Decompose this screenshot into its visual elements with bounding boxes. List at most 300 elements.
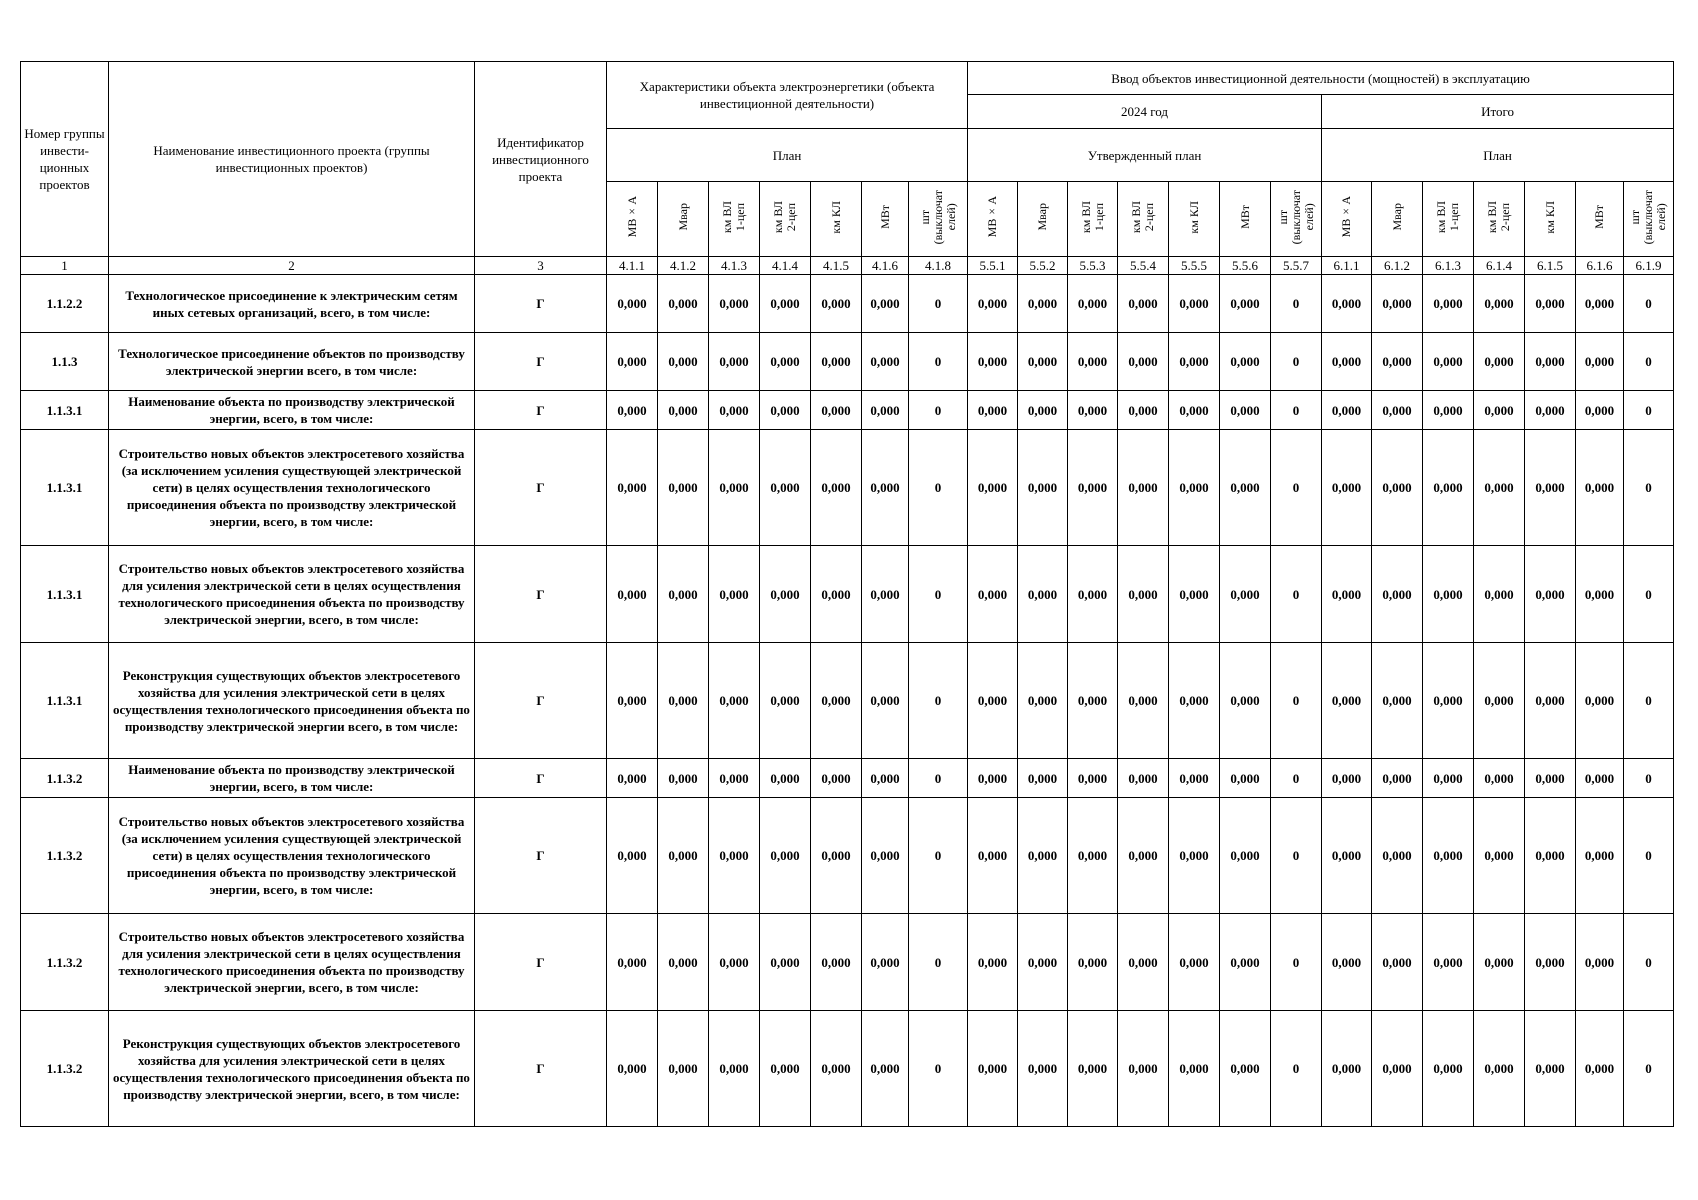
row-value: 0 bbox=[909, 643, 968, 759]
unit-label: МВт bbox=[877, 205, 892, 229]
column-numbers-row bbox=[21, 257, 1674, 275]
row-value: 0,000 bbox=[968, 333, 1018, 391]
row-value: 0,000 bbox=[1474, 759, 1525, 798]
row-value: 0,000 bbox=[1068, 759, 1118, 798]
header-approved-plan: Утвержденный план bbox=[968, 129, 1322, 182]
row-value: 0,000 bbox=[1068, 1011, 1118, 1127]
row-project-name: Строительство новых объектов электросетевого хозяйства для усиления электрической сети в целях осуществления технологического присоединения объекта по производству электрической энергии, всего, в том числе: bbox=[109, 546, 475, 643]
unit-label: МВ×А bbox=[1339, 196, 1354, 238]
row-value: 0,000 bbox=[862, 391, 909, 430]
row-value: 0 bbox=[1624, 546, 1674, 643]
row-value: 0,000 bbox=[862, 333, 909, 391]
row-value: 0,000 bbox=[607, 1011, 658, 1127]
table-row bbox=[21, 798, 1674, 914]
row-value: 0,000 bbox=[1169, 391, 1220, 430]
row-value: 0,000 bbox=[862, 430, 909, 546]
row-value: 0,000 bbox=[1118, 759, 1169, 798]
row-value: 0,000 bbox=[1525, 275, 1576, 333]
row-value: 0,000 bbox=[1018, 391, 1068, 430]
row-value: 0,000 bbox=[1068, 275, 1118, 333]
row-value: 0,000 bbox=[1372, 275, 1423, 333]
unit-header bbox=[862, 182, 909, 257]
unit-label: шт (выключат елей) bbox=[1275, 189, 1316, 245]
column-number: 4.1.3 bbox=[709, 257, 760, 275]
row-value: 0,000 bbox=[1576, 798, 1624, 914]
row-value: 0,000 bbox=[1474, 333, 1525, 391]
row-value: 0,000 bbox=[658, 275, 709, 333]
unit-label: км ВЛ 1-цеп bbox=[1434, 200, 1462, 234]
row-project-id: Г bbox=[475, 275, 607, 333]
row-value: 0,000 bbox=[968, 798, 1018, 914]
row-value: 0,000 bbox=[1474, 546, 1525, 643]
unit-header bbox=[1576, 182, 1624, 257]
column-number: 6.1.2 bbox=[1372, 257, 1423, 275]
row-value: 0,000 bbox=[1322, 275, 1372, 333]
row-value: 0,000 bbox=[709, 1011, 760, 1127]
row-value: 0 bbox=[909, 914, 968, 1011]
row-value: 0,000 bbox=[968, 759, 1018, 798]
row-group-number: 1.1.3.1 bbox=[21, 430, 109, 546]
row-value: 0,000 bbox=[1018, 275, 1068, 333]
unit-label: Мвар bbox=[1389, 203, 1404, 231]
row-value: 0,000 bbox=[1576, 643, 1624, 759]
row-value: 0,000 bbox=[811, 914, 862, 1011]
column-number: 3 bbox=[475, 257, 607, 275]
unit-label: МВт bbox=[1592, 205, 1607, 229]
row-value: 0,000 bbox=[1576, 759, 1624, 798]
row-value: 0,000 bbox=[1576, 391, 1624, 430]
row-value: 0,000 bbox=[760, 914, 811, 1011]
row-value: 0,000 bbox=[709, 759, 760, 798]
row-group-number: 1.1.3.2 bbox=[21, 759, 109, 798]
row-value: 0,000 bbox=[1220, 1011, 1271, 1127]
column-number: 1 bbox=[21, 257, 109, 275]
row-value: 0,000 bbox=[1169, 430, 1220, 546]
row-project-id: Г bbox=[475, 759, 607, 798]
table-row bbox=[21, 914, 1674, 1011]
row-value: 0 bbox=[1271, 391, 1322, 430]
row-value: 0,000 bbox=[709, 643, 760, 759]
row-value: 0,000 bbox=[1220, 643, 1271, 759]
row-value: 0,000 bbox=[1423, 275, 1474, 333]
row-value: 0,000 bbox=[1220, 759, 1271, 798]
row-value: 0,000 bbox=[760, 546, 811, 643]
row-value: 0,000 bbox=[1525, 759, 1576, 798]
table-row bbox=[21, 333, 1674, 391]
row-project-id: Г bbox=[475, 643, 607, 759]
column-number: 4.1.1 bbox=[607, 257, 658, 275]
column-number: 4.1.5 bbox=[811, 257, 862, 275]
row-value: 0,000 bbox=[862, 546, 909, 643]
row-value: 0,000 bbox=[1322, 546, 1372, 643]
row-value: 0,000 bbox=[1576, 275, 1624, 333]
row-value: 0,000 bbox=[1322, 643, 1372, 759]
row-value: 0,000 bbox=[968, 914, 1018, 1011]
row-value: 0,000 bbox=[862, 759, 909, 798]
row-value: 0,000 bbox=[1423, 546, 1474, 643]
row-value: 0 bbox=[1271, 430, 1322, 546]
row-project-id: Г bbox=[475, 914, 607, 1011]
column-number: 4.1.6 bbox=[862, 257, 909, 275]
row-project-id: Г bbox=[475, 798, 607, 914]
row-value: 0,000 bbox=[968, 275, 1018, 333]
unit-header bbox=[909, 182, 968, 257]
column-number: 5.5.4 bbox=[1118, 257, 1169, 275]
row-value: 0,000 bbox=[1372, 1011, 1423, 1127]
row-value: 0,000 bbox=[862, 1011, 909, 1127]
header-plan: План bbox=[607, 129, 968, 182]
row-value: 0,000 bbox=[968, 1011, 1018, 1127]
row-value: 0,000 bbox=[1525, 798, 1576, 914]
column-number: 5.5.1 bbox=[968, 257, 1018, 275]
row-value: 0,000 bbox=[1576, 1011, 1624, 1127]
row-value: 0,000 bbox=[1322, 914, 1372, 1011]
table-row bbox=[21, 546, 1674, 643]
unit-label: км ВЛ 1-цеп bbox=[720, 200, 747, 234]
column-number: 4.1.4 bbox=[760, 257, 811, 275]
row-value: 0,000 bbox=[1220, 275, 1271, 333]
row-value: 0,000 bbox=[1525, 546, 1576, 643]
row-group-number: 1.1.3.1 bbox=[21, 546, 109, 643]
row-value: 0,000 bbox=[1068, 430, 1118, 546]
table-row bbox=[21, 1011, 1674, 1127]
row-value: 0 bbox=[1624, 759, 1674, 798]
row-value: 0,000 bbox=[1220, 546, 1271, 643]
row-value: 0,000 bbox=[968, 391, 1018, 430]
row-project-id: Г bbox=[475, 333, 607, 391]
header-project-name: Наименование инвестиционного проекта (группы инвестиционных проектов) bbox=[109, 62, 475, 257]
row-value: 0,000 bbox=[1068, 391, 1118, 430]
row-value: 0,000 bbox=[1423, 1011, 1474, 1127]
unit-header bbox=[811, 182, 862, 257]
row-group-number: 1.1.3.1 bbox=[21, 391, 109, 430]
header-commissioning: Ввод объектов инвестиционной деятельности (мощностей) в эксплуатацию bbox=[968, 62, 1674, 95]
row-value: 0,000 bbox=[1169, 275, 1220, 333]
row-value: 0,000 bbox=[658, 914, 709, 1011]
row-group-number: 1.1.3 bbox=[21, 333, 109, 391]
unit-label: шт (выключат елей) bbox=[917, 189, 958, 245]
row-value: 0,000 bbox=[607, 275, 658, 333]
unit-header bbox=[1372, 182, 1423, 257]
header-group-number: Номер группы инвести-ционных проектов bbox=[21, 62, 109, 257]
row-value: 0,000 bbox=[760, 430, 811, 546]
row-value: 0 bbox=[909, 798, 968, 914]
header-plan-total: План bbox=[1322, 129, 1674, 182]
row-project-id: Г bbox=[475, 546, 607, 643]
column-number: 5.5.7 bbox=[1271, 257, 1322, 275]
row-value: 0,000 bbox=[1169, 1011, 1220, 1127]
column-number: 6.1.1 bbox=[1322, 257, 1372, 275]
unit-header bbox=[1068, 182, 1118, 257]
column-number: 4.1.2 bbox=[658, 257, 709, 275]
row-value: 0 bbox=[909, 759, 968, 798]
unit-header bbox=[760, 182, 811, 257]
row-value: 0,000 bbox=[1525, 914, 1576, 1011]
row-project-name: Технологическое присоединение объектов по производству электрической энергии всего, в том числе: bbox=[109, 333, 475, 391]
unit-header bbox=[1118, 182, 1169, 257]
row-value: 0,000 bbox=[1220, 798, 1271, 914]
row-value: 0,000 bbox=[1322, 798, 1372, 914]
header-year: 2024 год bbox=[968, 95, 1322, 129]
unit-header bbox=[1624, 182, 1674, 257]
row-value: 0,000 bbox=[1018, 798, 1068, 914]
column-number: 6.1.5 bbox=[1525, 257, 1576, 275]
row-value: 0,000 bbox=[1474, 391, 1525, 430]
row-value: 0,000 bbox=[1474, 275, 1525, 333]
row-value: 0,000 bbox=[607, 914, 658, 1011]
row-value: 0,000 bbox=[1118, 914, 1169, 1011]
row-value: 0 bbox=[909, 391, 968, 430]
row-value: 0,000 bbox=[607, 546, 658, 643]
row-value: 0,000 bbox=[607, 333, 658, 391]
row-value: 0,000 bbox=[1423, 759, 1474, 798]
row-project-id: Г bbox=[475, 1011, 607, 1127]
unit-label: км ВЛ 2-цеп bbox=[771, 200, 798, 234]
row-value: 0,000 bbox=[760, 643, 811, 759]
row-project-name: Реконструкция существующих объектов электросетевого хозяйства для усиления электрической сети в целях осуществления технологического присоединения объекта по производству электрической энергии всего, в том числе: bbox=[109, 643, 475, 759]
row-value: 0,000 bbox=[1474, 1011, 1525, 1127]
row-value: 0,000 bbox=[1169, 759, 1220, 798]
row-value: 0 bbox=[1271, 275, 1322, 333]
table-row bbox=[21, 430, 1674, 546]
row-value: 0,000 bbox=[968, 546, 1018, 643]
row-group-number: 1.1.3.2 bbox=[21, 914, 109, 1011]
row-value: 0,000 bbox=[1068, 643, 1118, 759]
unit-header bbox=[1220, 182, 1271, 257]
unit-header bbox=[658, 182, 709, 257]
row-value: 0,000 bbox=[862, 798, 909, 914]
row-value: 0,000 bbox=[658, 430, 709, 546]
table-row bbox=[21, 643, 1674, 759]
column-number: 6.1.9 bbox=[1624, 257, 1674, 275]
row-value: 0,000 bbox=[1118, 275, 1169, 333]
row-value: 0,000 bbox=[862, 643, 909, 759]
row-value: 0,000 bbox=[1018, 914, 1068, 1011]
column-number: 5.5.6 bbox=[1220, 257, 1271, 275]
row-value: 0,000 bbox=[1372, 914, 1423, 1011]
row-value: 0,000 bbox=[1068, 333, 1118, 391]
row-value: 0,000 bbox=[1576, 546, 1624, 643]
table-row bbox=[21, 391, 1674, 430]
row-value: 0 bbox=[909, 1011, 968, 1127]
unit-label: МВ×А bbox=[624, 196, 639, 238]
row-value: 0,000 bbox=[607, 643, 658, 759]
row-value: 0,000 bbox=[1576, 914, 1624, 1011]
row-value: 0,000 bbox=[1525, 1011, 1576, 1127]
row-value: 0 bbox=[1271, 759, 1322, 798]
row-value: 0,000 bbox=[709, 546, 760, 643]
row-value: 0,000 bbox=[1423, 914, 1474, 1011]
row-group-number: 1.1.3.2 bbox=[21, 798, 109, 914]
row-value: 0 bbox=[1624, 1011, 1674, 1127]
row-value: 0,000 bbox=[607, 798, 658, 914]
row-value: 0,000 bbox=[658, 546, 709, 643]
unit-header bbox=[968, 182, 1018, 257]
row-value: 0,000 bbox=[1018, 546, 1068, 643]
row-value: 0,000 bbox=[760, 1011, 811, 1127]
row-value: 0,000 bbox=[658, 759, 709, 798]
row-value: 0,000 bbox=[1118, 798, 1169, 914]
row-value: 0,000 bbox=[1576, 430, 1624, 546]
row-value: 0,000 bbox=[1474, 798, 1525, 914]
row-value: 0,000 bbox=[811, 1011, 862, 1127]
header-total: Итого bbox=[1322, 95, 1674, 129]
table-body bbox=[21, 257, 1674, 1127]
row-value: 0 bbox=[1271, 333, 1322, 391]
column-number: 6.1.6 bbox=[1576, 257, 1624, 275]
row-value: 0,000 bbox=[760, 275, 811, 333]
unit-label: Мвар bbox=[1035, 203, 1050, 231]
column-number: 4.1.8 bbox=[909, 257, 968, 275]
row-value: 0,000 bbox=[1474, 643, 1525, 759]
row-value: 0 bbox=[1624, 391, 1674, 430]
column-number: 5.5.3 bbox=[1068, 257, 1118, 275]
header-characteristics: Характеристики объекта электроэнергетики (объекта инвестиционной деятельности) bbox=[607, 62, 968, 129]
row-value: 0,000 bbox=[1118, 643, 1169, 759]
row-value: 0,000 bbox=[1322, 1011, 1372, 1127]
row-value: 0,000 bbox=[1169, 914, 1220, 1011]
row-value: 0,000 bbox=[1322, 333, 1372, 391]
row-value: 0,000 bbox=[811, 391, 862, 430]
row-value: 0,000 bbox=[1423, 430, 1474, 546]
row-value: 0,000 bbox=[1423, 798, 1474, 914]
row-value: 0,000 bbox=[1018, 430, 1068, 546]
row-value: 0 bbox=[909, 546, 968, 643]
column-number: 2 bbox=[109, 257, 475, 275]
row-project-name: Наименование объекта по производству электрической энергии, всего, в том числе: bbox=[109, 391, 475, 430]
row-value: 0 bbox=[909, 333, 968, 391]
column-number: 5.5.5 bbox=[1169, 257, 1220, 275]
row-value: 0,000 bbox=[709, 914, 760, 1011]
row-value: 0,000 bbox=[1118, 430, 1169, 546]
row-value: 0 bbox=[1624, 643, 1674, 759]
row-value: 0,000 bbox=[1423, 391, 1474, 430]
row-value: 0,000 bbox=[1372, 391, 1423, 430]
row-value: 0,000 bbox=[862, 275, 909, 333]
row-value: 0,000 bbox=[1322, 759, 1372, 798]
row-value: 0,000 bbox=[1576, 333, 1624, 391]
row-value: 0,000 bbox=[1474, 914, 1525, 1011]
row-value: 0,000 bbox=[811, 643, 862, 759]
row-value: 0,000 bbox=[968, 643, 1018, 759]
row-value: 0,000 bbox=[1068, 798, 1118, 914]
row-value: 0,000 bbox=[1525, 643, 1576, 759]
row-value: 0,000 bbox=[709, 275, 760, 333]
row-value: 0,000 bbox=[1525, 391, 1576, 430]
row-value: 0,000 bbox=[1118, 546, 1169, 643]
column-number: 6.1.3 bbox=[1423, 257, 1474, 275]
column-number: 6.1.4 bbox=[1474, 257, 1525, 275]
row-value: 0,000 bbox=[1322, 430, 1372, 546]
row-value: 0,000 bbox=[1068, 546, 1118, 643]
table-row bbox=[21, 759, 1674, 798]
row-value: 0,000 bbox=[760, 333, 811, 391]
row-value: 0 bbox=[1271, 546, 1322, 643]
row-value: 0,000 bbox=[658, 643, 709, 759]
row-value: 0 bbox=[1624, 798, 1674, 914]
row-value: 0,000 bbox=[1372, 430, 1423, 546]
row-value: 0,000 bbox=[1118, 391, 1169, 430]
row-value: 0,000 bbox=[1018, 643, 1068, 759]
row-value: 0,000 bbox=[1322, 391, 1372, 430]
row-value: 0,000 bbox=[1372, 759, 1423, 798]
unit-label: км ВЛ 2-цеп bbox=[1485, 200, 1513, 234]
row-value: 0,000 bbox=[709, 798, 760, 914]
row-value: 0,000 bbox=[709, 430, 760, 546]
row-value: 0,000 bbox=[760, 798, 811, 914]
row-group-number: 1.1.3.2 bbox=[21, 1011, 109, 1127]
unit-header bbox=[709, 182, 760, 257]
unit-label: МВ×А bbox=[985, 196, 1000, 238]
row-value: 0,000 bbox=[1220, 391, 1271, 430]
row-value: 0,000 bbox=[1372, 643, 1423, 759]
table-row bbox=[21, 275, 1674, 333]
unit-header bbox=[1322, 182, 1372, 257]
row-value: 0,000 bbox=[1220, 914, 1271, 1011]
unit-header bbox=[1525, 182, 1576, 257]
row-value: 0 bbox=[1271, 1011, 1322, 1127]
unit-header bbox=[1423, 182, 1474, 257]
row-value: 0,000 bbox=[1169, 798, 1220, 914]
row-value: 0,000 bbox=[1372, 546, 1423, 643]
unit-label: км КЛ bbox=[828, 200, 843, 234]
row-value: 0 bbox=[909, 275, 968, 333]
row-project-id: Г bbox=[475, 391, 607, 430]
row-value: 0,000 bbox=[1018, 1011, 1068, 1127]
unit-label: Мвар bbox=[675, 203, 690, 231]
unit-header bbox=[607, 182, 658, 257]
unit-label: км ВЛ 2-цеп bbox=[1129, 200, 1157, 234]
row-value: 0 bbox=[1271, 643, 1322, 759]
row-value: 0,000 bbox=[1525, 430, 1576, 546]
header-project-id: Идентификатор инвестиционного проекта bbox=[475, 62, 607, 257]
row-value: 0,000 bbox=[1423, 333, 1474, 391]
unit-label: шт (выключат елей) bbox=[1628, 189, 1669, 245]
row-value: 0,000 bbox=[1118, 1011, 1169, 1127]
row-value: 0,000 bbox=[1169, 546, 1220, 643]
row-project-name: Строительство новых объектов электросетевого хозяйства (за исключением усиления существующей электрической сети) в целях осуществления технологического присоединения объекта по производству электрической энергии, всего, в том числе: bbox=[109, 430, 475, 546]
row-value: 0,000 bbox=[1169, 643, 1220, 759]
row-project-name: Реконструкция существующих объектов электросетевого хозяйства для усиления электрической сети в целях осуществления технологического присоединения объекта по производству электрической энергии, всего, в том числе: bbox=[109, 1011, 475, 1127]
row-value: 0 bbox=[1624, 333, 1674, 391]
row-value: 0,000 bbox=[658, 333, 709, 391]
row-group-number: 1.1.3.1 bbox=[21, 643, 109, 759]
row-value: 0 bbox=[1624, 430, 1674, 546]
row-project-name: Наименование объекта по производству электрической энергии, всего, в том числе: bbox=[109, 759, 475, 798]
row-value: 0,000 bbox=[811, 333, 862, 391]
unit-label: км ВЛ 1-цеп bbox=[1078, 200, 1106, 234]
row-value: 0 bbox=[1624, 914, 1674, 1011]
row-value: 0,000 bbox=[1372, 798, 1423, 914]
row-value: 0 bbox=[1271, 914, 1322, 1011]
row-group-number: 1.1.2.2 bbox=[21, 275, 109, 333]
unit-header bbox=[1169, 182, 1220, 257]
row-value: 0,000 bbox=[811, 759, 862, 798]
row-value: 0,000 bbox=[1018, 759, 1068, 798]
row-value: 0 bbox=[909, 430, 968, 546]
row-value: 0,000 bbox=[811, 546, 862, 643]
row-value: 0,000 bbox=[1068, 914, 1118, 1011]
row-value: 0,000 bbox=[1118, 333, 1169, 391]
row-project-id: Г bbox=[475, 430, 607, 546]
row-project-name: Технологическое присоединение к электрическим сетям иных сетевых организаций, всего, в том числе: bbox=[109, 275, 475, 333]
row-value: 0,000 bbox=[607, 391, 658, 430]
row-value: 0,000 bbox=[1220, 430, 1271, 546]
unit-label: км КЛ bbox=[1186, 200, 1201, 234]
row-value: 0,000 bbox=[760, 759, 811, 798]
row-value: 0,000 bbox=[811, 798, 862, 914]
unit-label: км КЛ bbox=[1542, 200, 1557, 234]
